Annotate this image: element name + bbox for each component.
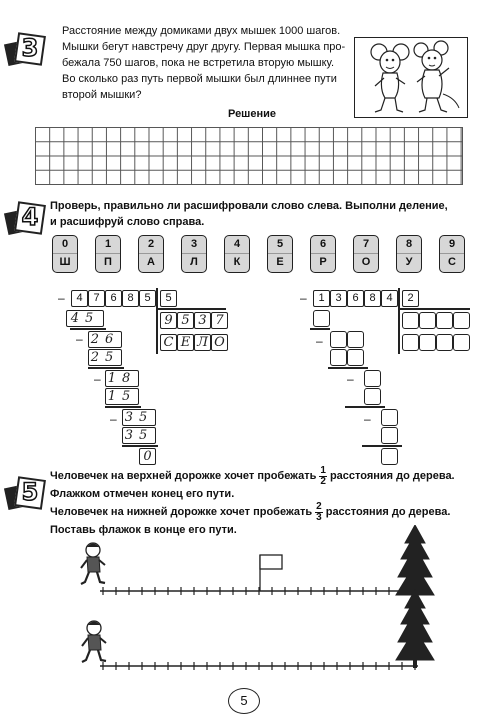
key-letter: Р [319, 256, 327, 268]
division-bar-vertical [156, 288, 158, 354]
task-4-number-badge [6, 203, 40, 237]
word-letter: Е [177, 334, 194, 351]
key-letter: С [448, 256, 456, 268]
key-letter: К [233, 256, 241, 268]
key-pill [181, 235, 207, 273]
answer-box[interactable] [347, 349, 364, 366]
key-digit: 8 [397, 236, 421, 254]
step-line [328, 367, 368, 369]
division-bar-horizontal [156, 308, 226, 310]
answer-box[interactable] [453, 312, 470, 329]
key-pill [396, 235, 422, 273]
answer-box[interactable] [402, 312, 419, 329]
task-4-line: Проверь, правильно ли расшифровали слово слева. Выполни деление, [50, 200, 448, 212]
minus-sign: – [76, 332, 83, 346]
word-letter: С [160, 334, 177, 351]
key-pill [267, 235, 293, 273]
task-3-line: бежала 750 шагов, пока не встретила вторую мышку. [62, 57, 335, 69]
paths-illustration [0, 525, 500, 685]
minus-sign: – [110, 412, 117, 426]
key-letter: П [104, 256, 112, 268]
mice-illustration [354, 37, 468, 118]
dividend-digit: 6 [105, 290, 122, 307]
task-5-text-part: Человечек на нижней дорожке хочет пробежать [50, 506, 313, 518]
dividend-digit: 1 [313, 290, 330, 307]
top-path [81, 525, 434, 603]
fraction [319, 466, 327, 487]
tree-bottom [396, 590, 434, 668]
step-line [345, 406, 385, 408]
task-5-line: Поставь флажок в конце его пути. [50, 524, 237, 536]
answer-box[interactable] [381, 427, 398, 444]
step-value: 26 [88, 331, 122, 348]
key-letter: О [361, 256, 371, 268]
task-3-number-badge [6, 34, 40, 68]
minus-sign: – [364, 412, 371, 426]
key-letter: Е [276, 256, 284, 268]
answer-box[interactable] [436, 334, 453, 351]
dividend-digit: 8 [122, 290, 139, 307]
key-pill [138, 235, 164, 273]
fraction-denominator: 3 [316, 511, 322, 523]
division-bar-vertical [398, 288, 400, 354]
key-digit: 3 [182, 236, 206, 254]
key-digit: 9 [440, 236, 464, 254]
page-number: 5 [228, 688, 260, 714]
step-value: 45 [66, 310, 104, 327]
key-letter: У [405, 256, 413, 268]
dividend-digit: 4 [381, 290, 398, 307]
answer-box[interactable] [330, 349, 347, 366]
step-value: 0 [139, 448, 156, 465]
step-line [122, 445, 158, 447]
step-value: 25 [88, 349, 122, 366]
key-digit: 2 [139, 236, 163, 254]
answer-box[interactable] [364, 370, 381, 387]
key-digit: 0 [53, 236, 77, 254]
step-line [310, 328, 330, 330]
answer-box[interactable] [419, 312, 436, 329]
step-line [105, 406, 141, 408]
answer-box[interactable] [436, 312, 453, 329]
task-3-line: Мышки бегут навстречу друг другу. Первая мышка про- [62, 41, 346, 53]
key-digit: 5 [268, 236, 292, 254]
task-3-number: 3 [21, 34, 39, 62]
answer-box[interactable] [347, 331, 364, 348]
answer-box[interactable] [330, 331, 347, 348]
minus-sign: – [300, 291, 307, 305]
runner-bottom [82, 621, 106, 662]
answer-box[interactable] [381, 409, 398, 426]
step-line [70, 328, 106, 330]
fraction-denominator: 2 [320, 475, 326, 487]
key-pill [95, 235, 121, 273]
dividend-digit: 8 [364, 290, 381, 307]
task-3-line: Расстояние между домиками двух мышек 1000 шагов. [62, 25, 341, 37]
answer-box[interactable] [402, 334, 419, 351]
division-bar-horizontal [398, 308, 470, 310]
key-letter: Ш [59, 256, 71, 268]
step-value: 35 [122, 409, 156, 426]
key-pill [310, 235, 336, 273]
task-5-text-part: расстояния до дерева. [329, 470, 455, 482]
minus-sign: – [94, 372, 101, 386]
key-letter: А [147, 256, 155, 268]
key-pill [439, 235, 465, 273]
key-digit: 1 [96, 236, 120, 254]
minus-sign: – [58, 291, 65, 305]
answer-box[interactable] [313, 310, 330, 327]
dividend-digit: 3 [330, 290, 347, 307]
task-5-line [50, 466, 480, 486]
solution-label: Решение [228, 108, 276, 120]
task-5-text-part: расстояния до дерева. [325, 506, 451, 518]
fraction-numerator: 2 [316, 500, 322, 512]
task-5-number: 5 [21, 478, 39, 506]
minus-sign: – [316, 334, 323, 348]
step-line [362, 445, 402, 447]
divisor-digit: 2 [402, 290, 419, 307]
task-4-number: 4 [21, 203, 39, 231]
task-3-text [62, 23, 352, 103]
mice-picture [355, 38, 467, 117]
runner-top [81, 543, 105, 584]
task-5-line [50, 502, 480, 522]
step-line [88, 367, 124, 369]
fraction-numerator: 1 [320, 464, 326, 476]
key-pill [353, 235, 379, 273]
dividend-digit: 4 [71, 290, 88, 307]
task-4-instruction [50, 198, 470, 230]
minus-sign: – [347, 372, 354, 386]
dividend-digit: 7 [88, 290, 105, 307]
key-digit: 4 [225, 236, 249, 254]
task-3-line: Во сколько раз путь первой мышки был длиннее пути [62, 73, 337, 85]
step-value: 35 [122, 427, 156, 444]
flag-icon [260, 555, 282, 569]
bottom-path [82, 590, 434, 670]
task-4-line: и расшифруй слово справа. [50, 216, 205, 228]
answer-box[interactable] [364, 388, 381, 405]
fraction [315, 502, 323, 523]
dividend-digit: 6 [347, 290, 364, 307]
word-letter: О [211, 334, 228, 351]
dividend-digit: 5 [139, 290, 156, 307]
key-pill [224, 235, 250, 273]
task-5-text-part: Человечек на верхней дорожке хочет пробежать [50, 470, 317, 482]
quotient-digit: 9 [160, 312, 177, 329]
answer-box[interactable] [453, 334, 470, 351]
word-letter: Л [194, 334, 211, 351]
task-5-number-badge [6, 478, 40, 512]
key-pill [52, 235, 78, 273]
key-letter: Л [190, 256, 198, 268]
quotient-digit: 7 [211, 312, 228, 329]
task-5-line: Флажком отмечен конец его пути. [50, 488, 235, 500]
quotient-digit: 3 [194, 312, 211, 329]
key-digit: 6 [311, 236, 335, 254]
answer-box[interactable] [419, 334, 436, 351]
task-3-line: второй мышки? [62, 89, 142, 101]
solution-grid[interactable] [35, 127, 463, 185]
step-value: 18 [105, 370, 139, 387]
quotient-digit: 5 [177, 312, 194, 329]
step-value: 15 [105, 388, 139, 405]
key-digit: 7 [354, 236, 378, 254]
answer-box[interactable] [381, 448, 398, 465]
divisor-digit: 5 [160, 290, 177, 307]
